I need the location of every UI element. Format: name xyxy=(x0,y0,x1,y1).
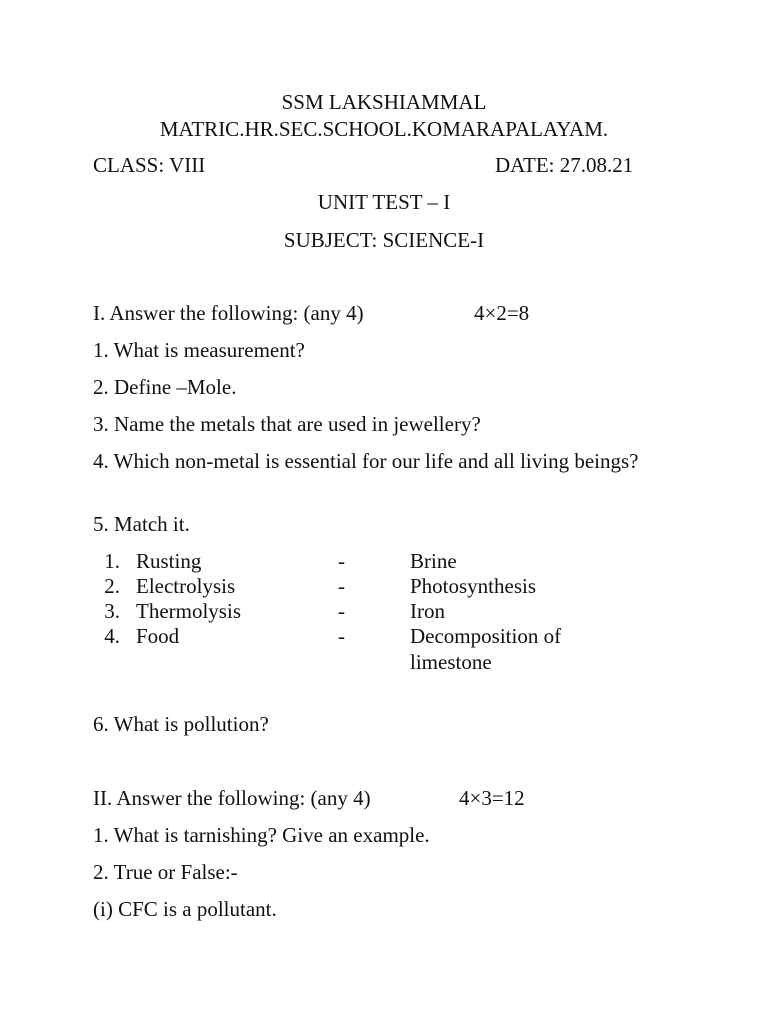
school-name-line2: MATRIC.HR.SEC.SCHOOL.KOMARAPALAYAM. xyxy=(159,117,609,141)
question-5: 5. Match it. xyxy=(93,512,190,536)
match-right-item: Photosynthesis xyxy=(410,574,537,598)
match-number: 2. xyxy=(104,574,120,598)
section2-question-2: 2. True or False:- xyxy=(93,860,238,884)
match-left-item: Rusting xyxy=(136,549,202,573)
match-number: 3. xyxy=(104,599,120,623)
match-dash: - xyxy=(338,624,345,648)
question-3: 3. Name the metals that are used in jewellery? xyxy=(93,412,481,436)
section2-question-2-sub-i: (i) CFC is a pollutant. xyxy=(93,897,277,921)
test-title: UNIT TEST – I xyxy=(317,190,451,214)
match-right-item: Iron xyxy=(410,599,445,623)
question-2: 2. Define –Mole. xyxy=(93,375,237,399)
date-label: DATE: 27.08.21 xyxy=(495,153,634,177)
school-name-line1: SSM LAKSHIAMMAL xyxy=(281,90,487,114)
section1-heading: I. Answer the following: (any 4) xyxy=(93,301,364,325)
subject-title: SUBJECT: SCIENCE-I xyxy=(283,228,485,252)
question-6: 6. What is pollution? xyxy=(93,712,269,736)
question-1: 1. What is measurement? xyxy=(93,338,305,362)
section1-marks: 4×2=8 xyxy=(474,301,530,325)
match-number: 1. xyxy=(104,549,120,573)
match-right-item: Decomposition of limestone xyxy=(410,624,562,674)
match-number: 4. xyxy=(104,624,120,648)
match-dash: - xyxy=(338,599,345,623)
match-left-item: Electrolysis xyxy=(136,574,236,598)
match-left-item: Food xyxy=(136,624,180,648)
section2-heading: II. Answer the following: (any 4) xyxy=(93,786,371,810)
class-label: CLASS: VIII xyxy=(93,153,206,177)
match-right-item: Brine xyxy=(410,549,457,573)
section2-marks: 4×3=12 xyxy=(459,786,525,810)
question-4: 4. Which non-metal is essential for our life and all living beings? xyxy=(93,449,639,473)
match-dash: - xyxy=(338,549,345,573)
match-dash: - xyxy=(338,574,345,598)
match-left-item: Thermolysis xyxy=(136,599,241,623)
section2-question-1: 1. What is tarnishing? Give an example. xyxy=(93,823,430,847)
